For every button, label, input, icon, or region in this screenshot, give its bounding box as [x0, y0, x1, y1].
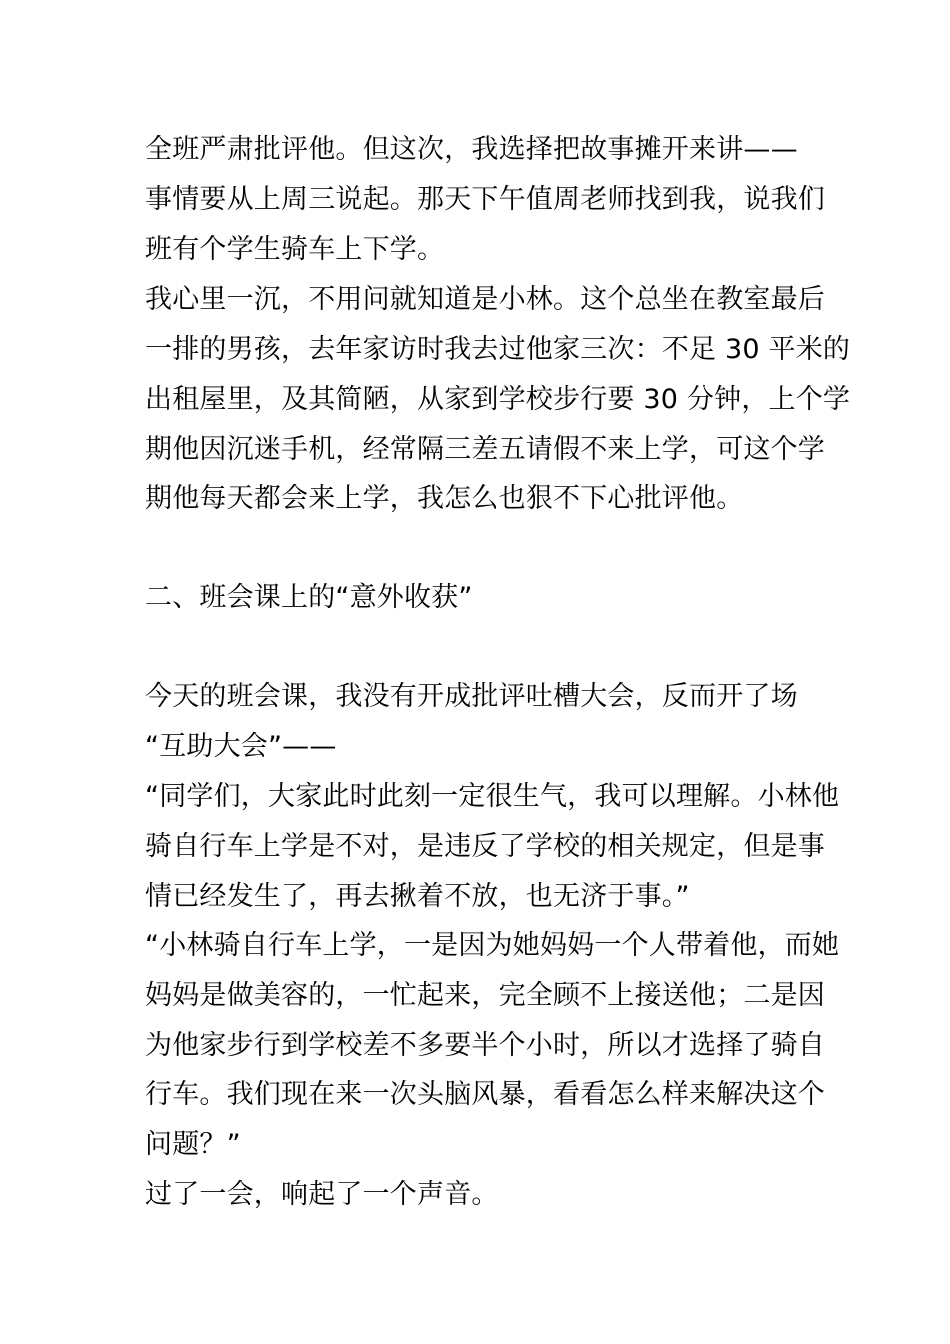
section-heading: 二、班会课上的“意外收获”: [145, 582, 473, 613]
paragraph-line: 事情要从上周三说起。那天下午值周老师找到我，说我们: [145, 184, 825, 215]
paragraph-line: 妈妈是做美容的，一忙起来，完全顾不上接送他；二是因: [145, 980, 825, 1011]
paragraph-line: 班有个学生骑车上下学。: [145, 234, 445, 265]
paragraph-line: 问题？”: [145, 1129, 241, 1160]
paragraph-line: 期他每天都会来上学，我怎么也狠不下心批评他。: [145, 483, 744, 514]
paragraph-line: 我心里一沉，不用问就知道是小林。这个总坐在教室最后: [145, 284, 825, 315]
paragraph-line: “小林骑自行车上学，一是因为她妈妈一个人带着他，而她: [145, 930, 840, 961]
paragraph-line: 全班严肃批评他。但这次，我选择把故事摊开来讲——: [145, 134, 798, 165]
paragraph-line: “同学们，大家此时此刻一定很生气，我可以理解。小林他: [145, 781, 840, 812]
paragraph-line: 出租屋里，及其简陋，从家到学校步行要 30 分钟，上个学: [145, 384, 851, 415]
paragraph-line: 行车。我们现在来一次头脑风暴，看看怎么样来解决这个: [145, 1079, 825, 1110]
paragraph-line: 情已经发生了，再去揪着不放，也无济于事。”: [145, 881, 690, 912]
paragraph-line: 期他因沉迷手机，经常隔三差五请假不来上学，可这个学: [145, 434, 825, 465]
paragraph-line: 今天的班会课，我没有开成批评吐槽大会，反而开了场: [145, 681, 798, 712]
paragraph-line: 过了一会，响起了一个声音。: [145, 1179, 499, 1210]
paragraph-line: 一排的男孩，去年家访时我去过他家三次：不足 30 平米的: [145, 334, 851, 365]
paragraph-line: “互助大会”——: [145, 731, 337, 762]
paragraph-line: 骑自行车上学是不对，是违反了学校的相关规定，但是事: [145, 831, 825, 862]
paragraph-line: 为他家步行到学校差不多要半个小时，所以才选择了骑自: [145, 1030, 825, 1061]
